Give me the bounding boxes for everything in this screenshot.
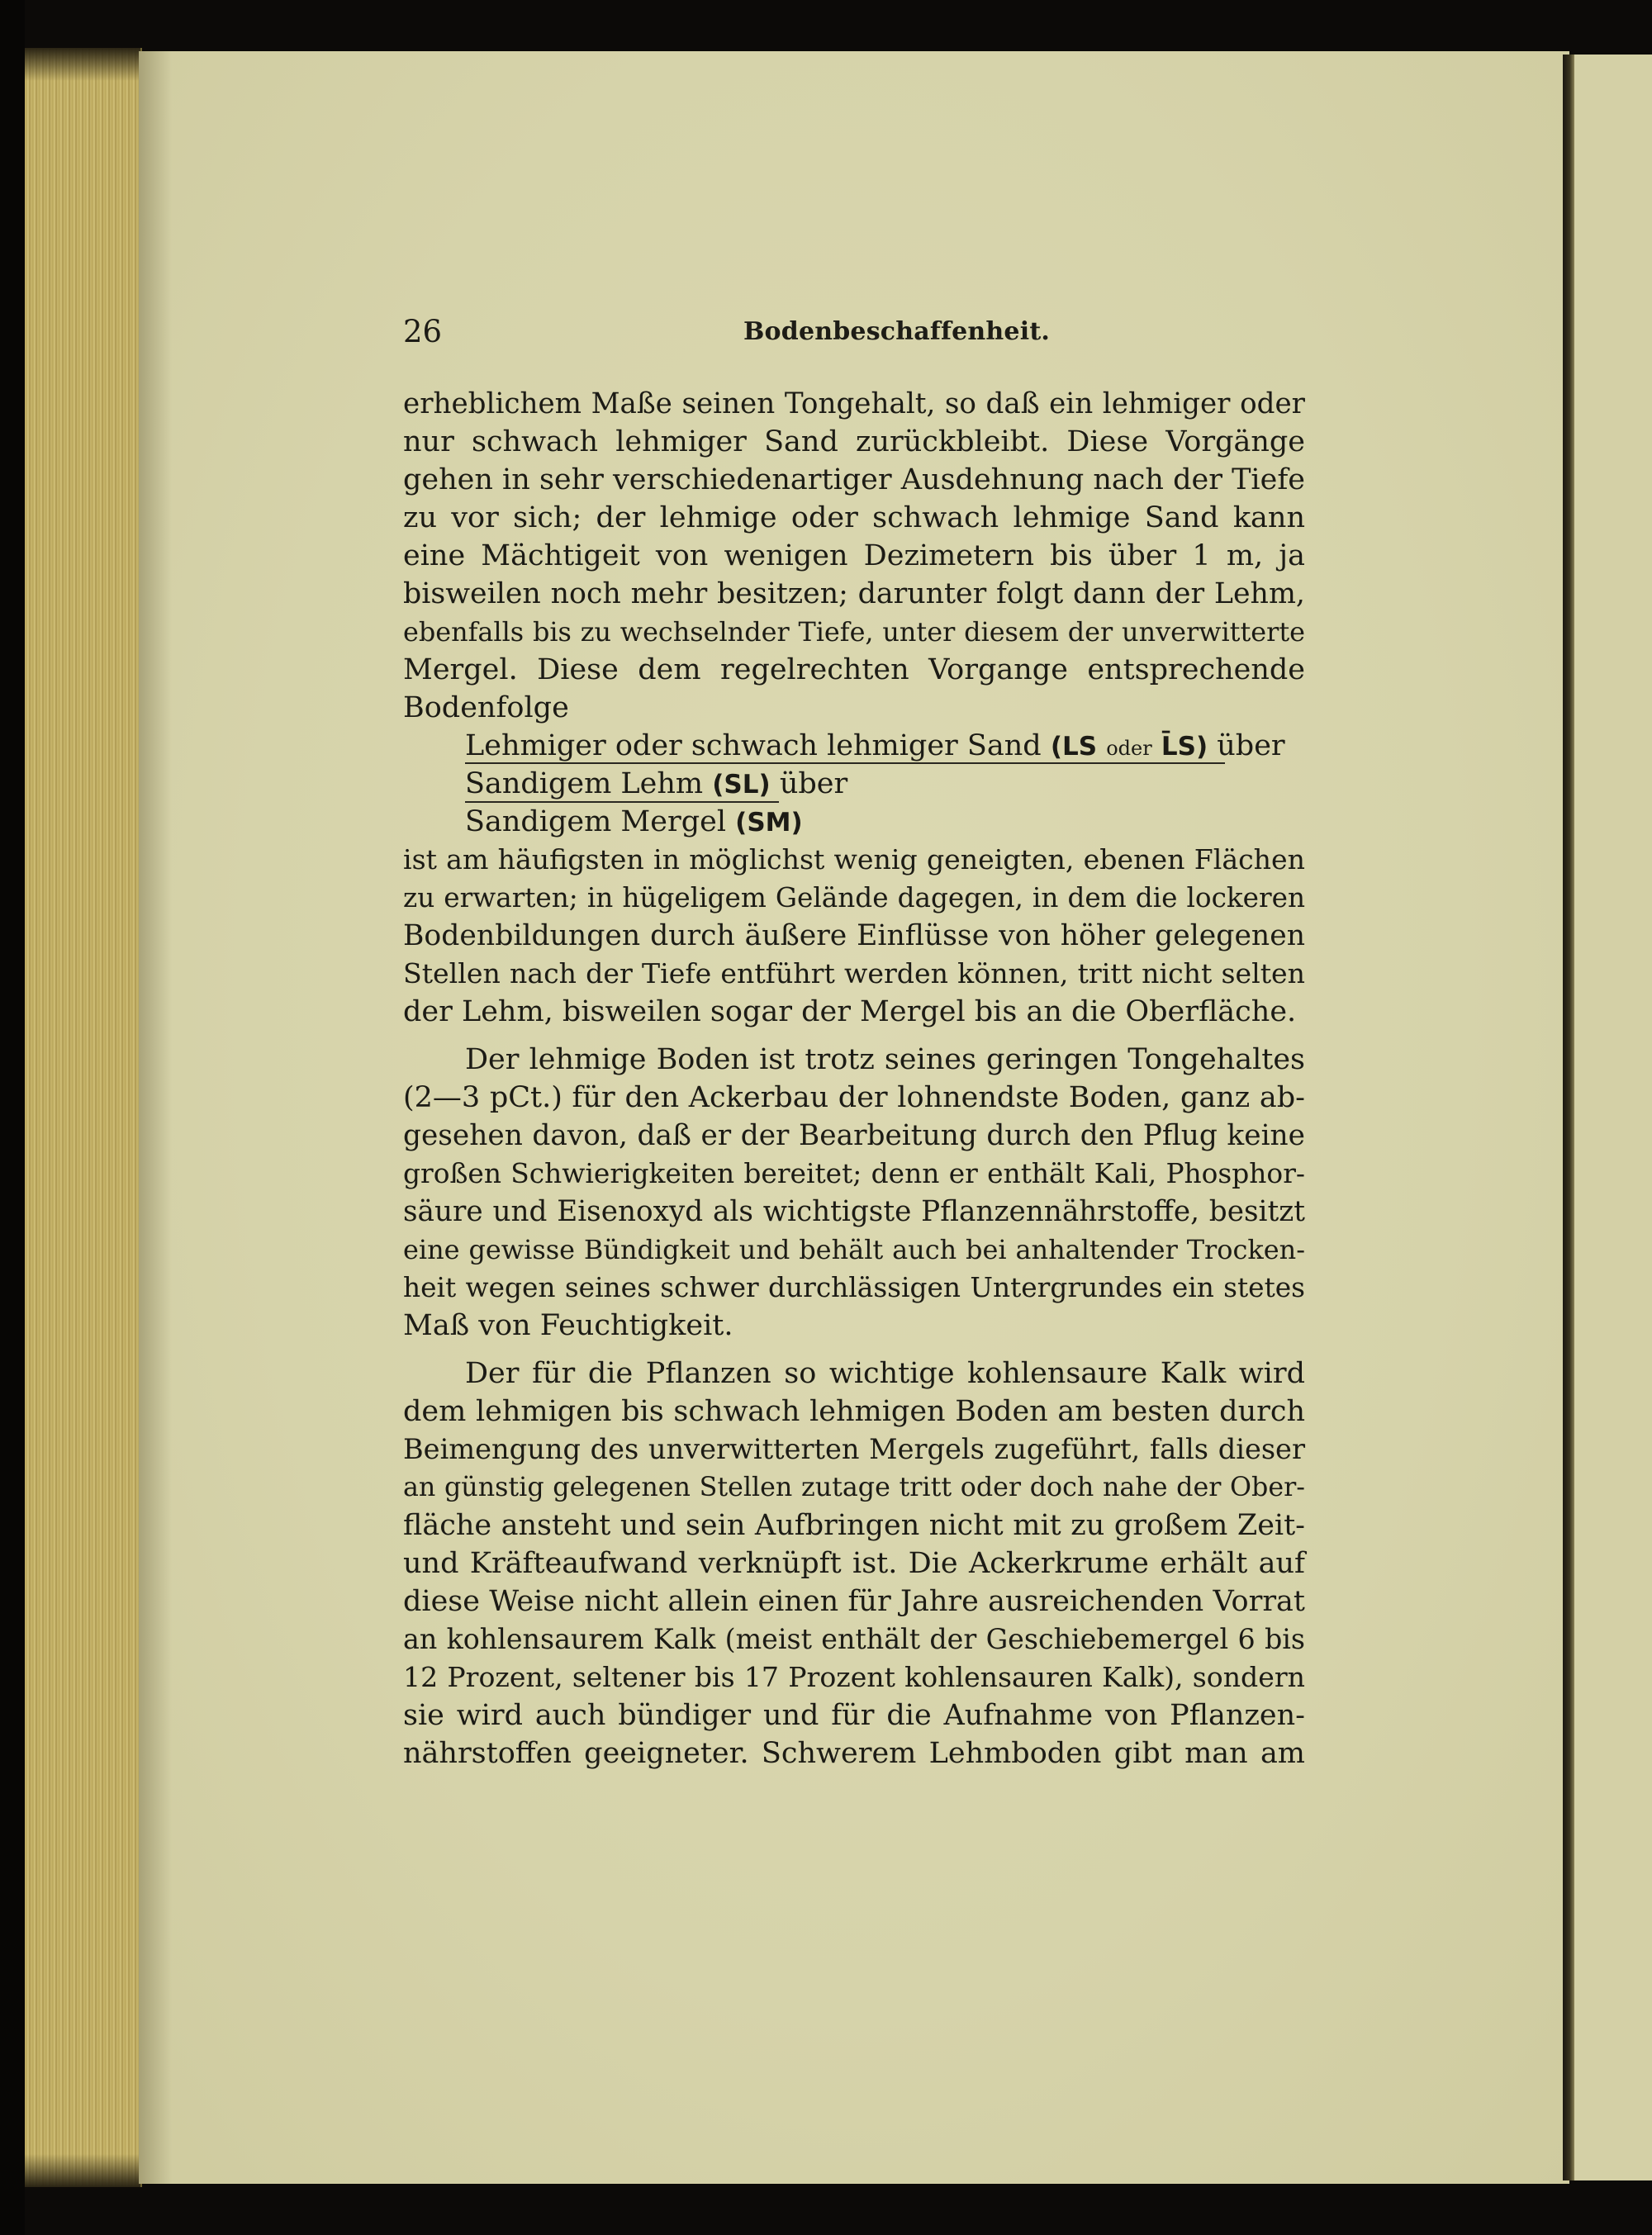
text-line: heit wegen seines schwer durchlässigen Untergrundes ein stetes bbox=[403, 1272, 1305, 1303]
paragraph-1 bbox=[403, 385, 1305, 727]
text-line: Maß von Feuchtigkeit. bbox=[403, 1309, 733, 1342]
page-header bbox=[403, 314, 1305, 363]
text-line: gesehen davon, daß er der Bearbeitung durch den Pflug keine bbox=[403, 1119, 1305, 1152]
text-line: Bodenfolge bbox=[403, 691, 569, 724]
profile-oder: oder bbox=[1106, 737, 1152, 760]
profile-divider-1 bbox=[465, 762, 1225, 764]
text-line: erheblichem Maße seinen Tongehalt, so daß ein lehmiger oder bbox=[403, 387, 1305, 420]
soil-profile bbox=[403, 727, 1305, 841]
text-line: Beimengung des unverwitterten Mergels zugeführt, falls dieser bbox=[403, 1433, 1305, 1465]
running-head: Bodenbeschaffenheit. bbox=[743, 317, 1051, 346]
paragraph-2 bbox=[403, 841, 1305, 1031]
text-line: fläche ansteht und sein Aufbringen nicht mit zu großem Zeit- bbox=[403, 1509, 1305, 1542]
text-line: ebenfalls bis zu wechselnder Tiefe, unter diesem der unverwitterte bbox=[403, 616, 1305, 648]
page-number: 26 bbox=[403, 314, 443, 349]
text-line: sie wird auch bündiger und für die Aufnahme von Pflanzen- bbox=[403, 1699, 1305, 1732]
profile-line-1 bbox=[403, 727, 1305, 765]
profile-line-1-ueber: über bbox=[1217, 729, 1285, 762]
text-line: säure und Eisenoxyd als wichtigste Pflanzennährstoffe, besitzt bbox=[403, 1195, 1305, 1228]
text-line: Der für die Pflanzen so wichtige kohlensaure Kalk wird bbox=[465, 1357, 1305, 1390]
text-line: diese Weise nicht allein einen für Jahre ausreichenden Vorrat bbox=[403, 1585, 1305, 1618]
text-line: nur schwach lehmiger Sand zurückbleibt. Diese Vorgänge bbox=[403, 425, 1305, 458]
profile-line-2-ueber: über bbox=[779, 767, 848, 800]
facing-page-edge bbox=[1569, 55, 1652, 2180]
text-line: zu erwarten; in hügeligem Gelände dagegen, in dem die lockeren bbox=[403, 882, 1305, 913]
text-line: (2—3 pCt.) für den Ackerbau der lohnendste Boden, ganz ab- bbox=[403, 1081, 1305, 1114]
text-line: großen Schwierigkeiten bereitet; denn er enthält Kali, Phosphor- bbox=[403, 1158, 1305, 1189]
text-line: der Lehm, bisweilen sogar der Mergel bis an die Oberfläche. bbox=[403, 995, 1297, 1028]
profile-line-3-label: Sandigem Mergel bbox=[465, 805, 727, 838]
profile-line-2 bbox=[403, 765, 1305, 803]
profile-symbol-ls-bar: L̄S) bbox=[1161, 732, 1208, 762]
text-line: dem lehmigen bis schwach lehmigen Boden am besten durch bbox=[403, 1395, 1305, 1428]
paragraph-3 bbox=[403, 1041, 1305, 1345]
paragraph-4 bbox=[403, 1355, 1305, 1772]
right-gutter-shadow bbox=[1563, 55, 1574, 2180]
text-line: nährstoffen geeigneter. Schwerem Lehmboden gibt man am bbox=[403, 1737, 1305, 1770]
text-line: eine gewisse Bündigkeit und behält auch bei anhaltender Trocken- bbox=[403, 1234, 1305, 1265]
text-line: Stellen nach der Tiefe entführt werden können, tritt nicht selten bbox=[403, 957, 1305, 989]
text-line: 12 Prozent, seltener bis 17 Prozent kohlensauren Kalk), sondern bbox=[403, 1661, 1305, 1693]
book-cover-edge bbox=[0, 0, 25, 2235]
text-line: an kohlensaurem Kalk (meist enthält der Geschiebemergel 6 bis bbox=[403, 1623, 1305, 1655]
profile-line-3 bbox=[403, 803, 1305, 841]
body-text bbox=[403, 385, 1305, 1772]
text-line: eine Mächtigeit von wenigen Dezimetern bis über 1 m, ja bbox=[403, 539, 1305, 572]
profile-symbol-ls: (LS bbox=[1050, 732, 1098, 762]
profile-line-1-label: Lehmiger oder schwach lehmiger Sand bbox=[465, 729, 1042, 762]
text-line: Mergel. Diese dem regelrechten Vorgange entsprechende bbox=[403, 653, 1305, 686]
text-line: an günstig gelegenen Stellen zutage tritt oder doch nahe der Ober- bbox=[403, 1473, 1305, 1502]
text-line: zu vor sich; der lehmige oder schwach lehmige Sand kann bbox=[403, 501, 1305, 534]
profile-line-2-label: Sandigem Lehm bbox=[465, 767, 704, 800]
text-line: Bodenbildungen durch äußere Einflüsse von höher gelegenen bbox=[403, 919, 1305, 952]
profile-symbol-sm: (SM) bbox=[735, 808, 803, 838]
gutter-shadow bbox=[139, 51, 172, 2184]
page-stack-edges bbox=[25, 48, 142, 2187]
text-line: und Kräfteaufwand verknüpft ist. Die Ackerkrume erhält auf bbox=[403, 1547, 1305, 1580]
text-line: ist am häufigsten in möglichst wenig geneigten, ebenen Flächen bbox=[403, 843, 1305, 875]
text-line: gehen in sehr verschiedenartiger Ausdehnung nach der Tiefe bbox=[403, 463, 1305, 496]
profile-symbol-sl: (SL) bbox=[712, 770, 771, 800]
text-line: Der lehmige Boden ist trotz seines geringen Tongehaltes bbox=[465, 1043, 1305, 1076]
text-line: bisweilen noch mehr besitzen; darunter folgt dann der Lehm, bbox=[403, 577, 1305, 610]
